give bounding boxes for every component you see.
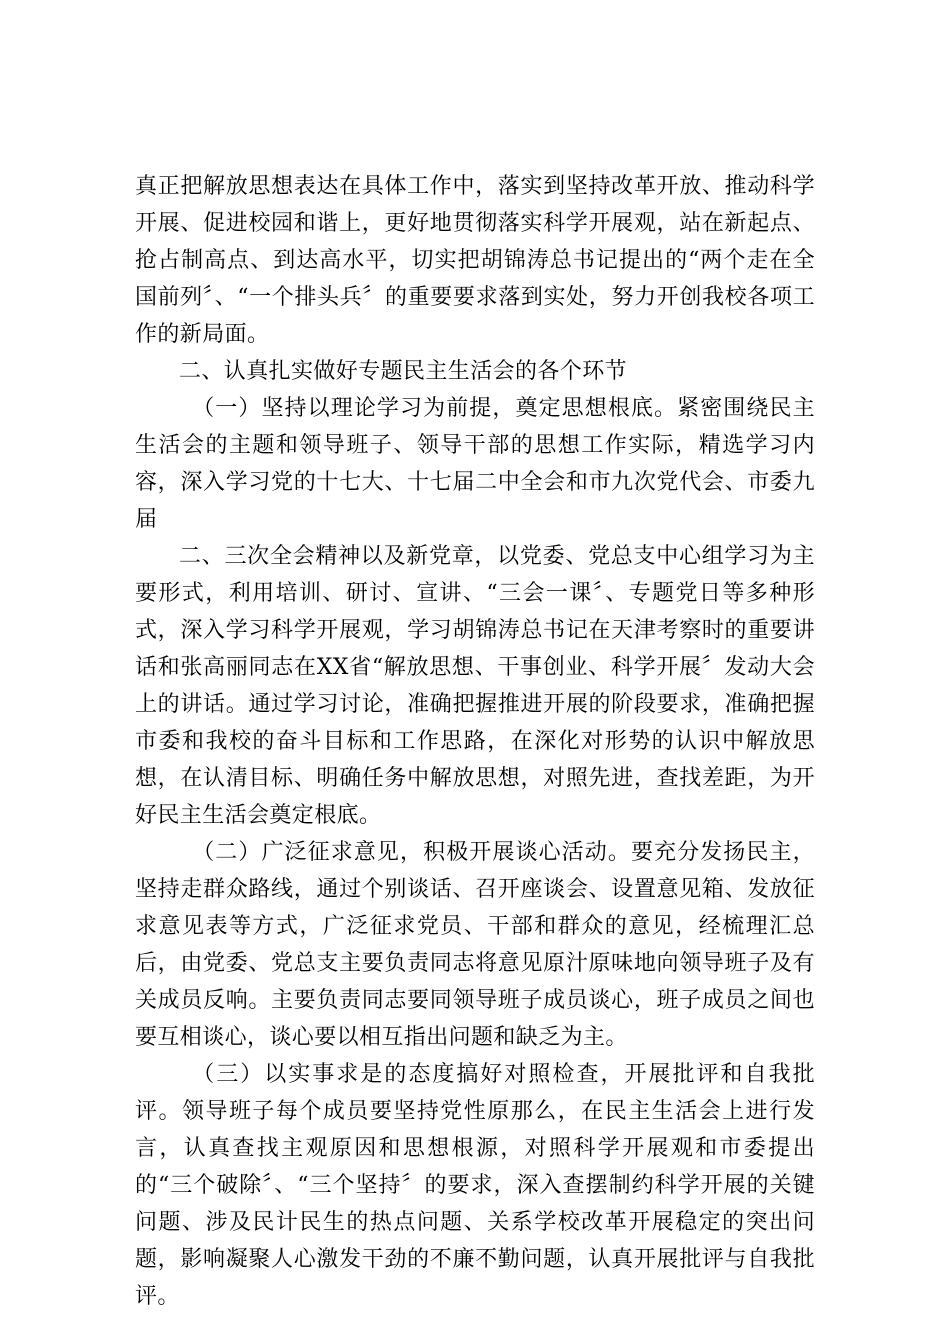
section-heading: 二、认真扎实做好专题民主生活会的各个环节: [179, 359, 628, 384]
paragraph-item-2: （二）广泛征求意见，积极开展谈心活动。要充分发扬民主，坚持走群众路线，通过个别谈话、召开座谈会、设置意见箱、发放征求意见表等方式，广泛征求党员、干部和群众的意见，经梳理汇总后，由党委、党总支主要负责同志将意见原汁原味地向领导班子及有关成员反响。主要负责同志要同领导班子成员谈心，班子成员之间也要互相谈心，谈心要以相互指出问题和缺乏为主。: [135, 840, 815, 1050]
paragraph-item-1: （一）坚持以理论学习为前提，奠定思想根底。紧密围绕民主生活会的主题和领导班子、领导干部的思想工作实际，精选学习内容，深入学习党的十七大、十七届二中全会和市九次党代会、市委九届: [135, 396, 815, 532]
paragraph-item-3: （三）以实事求是的态度搞好对照检查，开展批评和自我批评。领导班子每个成员要坚持党性原那么，在民主生活会上进行发言，认真查找主观原因和思想根源，对照科学开展观和市委提出的“三个破除〞、“三个坚持〞的要求，深入查摆制约科学开展的关键问题、涉及民计民生的热点问题、关系学校改革开展稳定的突出问题，影响凝聚人心激发干劲的不廉不勤问题，认真开展批评与自我批评。: [135, 1062, 815, 1309]
paragraph-study: 二、三次全会精神以及新党章，以党委、党总支中心组学习为主要形式，利用培训、研讨、宣讲、“三会一课〞、专题党日等多种形式，深入学习科学开展观，学习胡锦涛总书记在天津考察时的重要讲话和张高丽同志在XX省“解放思想、干事创业、科学开展〞发动大会上的讲话。通过学习讨论，准确把握推进开展的阶段要求，准确把握市委和我校的奋斗目标和工作思路，在深化对形势的认识中解放思想，在认清目标、明确任务中解放思想，对照先进，查找差距，为开好民主生活会奠定根底。: [135, 544, 815, 828]
document-body: [135, 168, 815, 1315]
paragraph-continuation: 真正把解放思想表达在具体工作中，落实到坚持改革开放、推动科学开展、促进校园和谐上，更好地贯彻落实科学开展观，站在新起点、抢占制高点、到达高水平，切实把胡锦涛总书记提出的“两个走在全国前列〞、“一个排头兵〞的重要要求落到实处，努力开创我校各项工作的新局面。: [135, 174, 815, 347]
